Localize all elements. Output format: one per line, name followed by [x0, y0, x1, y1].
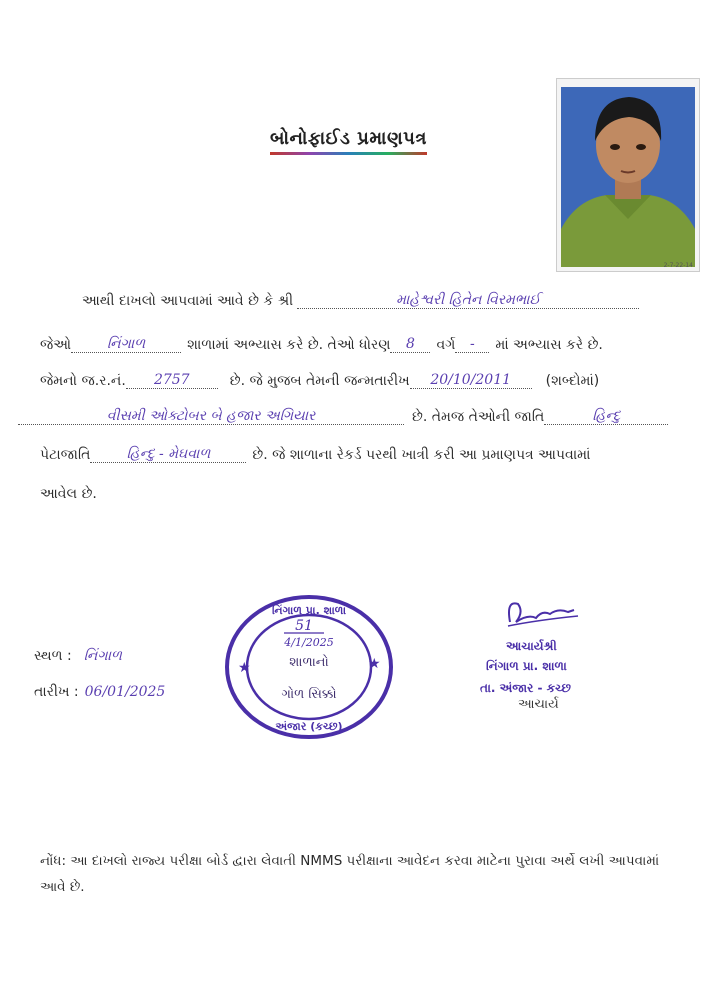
- student-photo: [556, 78, 700, 272]
- principal-signature: [523, 611, 546, 620]
- line5-text: છે. જે શાળાના રેકર્ડ પરથી ખાત્રી કરી આ પ્રમાણપત્ર આપવામાં: [252, 447, 591, 463]
- photo-code: 2-7-22-14: [663, 262, 693, 269]
- principal-stamp-line-2: નિંગાળ પ્રા. શાળા: [486, 659, 567, 673]
- line5-prefix: પેટાજાતિ: [40, 447, 91, 463]
- stamp-inner-2: ગોળ સિક્કો: [281, 687, 337, 702]
- line3-prefix: જેમનો જ.ર.નં.: [40, 373, 126, 389]
- date-row: [34, 684, 165, 700]
- line-1: [82, 292, 639, 309]
- svg-text:★: ★: [238, 660, 251, 676]
- line1-text: આથી દાખલો આપવામાં આવે છે કે શ્રી: [82, 293, 294, 309]
- svg-text:★: ★: [368, 656, 381, 672]
- line2-prefix: જેઓ: [40, 337, 72, 353]
- birth-date-words: વીસમી ઓક્ટોબર બે હજાર અગિયાર: [18, 408, 404, 425]
- line-4: [18, 408, 668, 425]
- line-6: આવેલ છે.: [40, 486, 97, 502]
- principal-block: [478, 592, 606, 712]
- line-5: [40, 446, 590, 463]
- division: -: [455, 336, 489, 353]
- gr-number: 2757: [126, 372, 218, 389]
- place-label: સ્થળ :: [34, 648, 72, 664]
- line-2: [40, 336, 603, 353]
- principal-stamp-line-1: આચાર્યશ્રી: [506, 639, 557, 653]
- certificate-title-block: [270, 128, 427, 155]
- student-photo-image: [557, 79, 699, 271]
- birth-date: 20/10/2011: [410, 372, 532, 389]
- line2-text-3: માં અભ્યાસ કરે છે.: [495, 337, 603, 353]
- date-label: તારીખ :: [34, 684, 79, 700]
- stamp-inner-1: શાળાનો: [289, 655, 329, 670]
- line2-text-2: વર્ગ: [436, 337, 456, 353]
- stamp-bottom-text: અંજાર (કચ્છ): [275, 720, 343, 733]
- line3-text-2: (શબ્દોમાં): [545, 373, 600, 389]
- title-underline: [270, 152, 427, 155]
- line-3: [40, 372, 599, 389]
- date-value: 06/01/2025: [84, 684, 166, 700]
- line4-text: છે. તેમજ તેઓની જાતિ: [412, 409, 545, 425]
- line2-text-1: શાળામાં અભ્યાસ કરે છે. તેઓ ધોરણ: [187, 337, 391, 353]
- place-row: [34, 648, 122, 664]
- stamp-ring-text: નિંગાળ પ્રા. શાળા: [271, 604, 347, 617]
- certificate-title: બોનોફાઈડ પ્રમાણપત્ર: [270, 128, 427, 149]
- principal-label: આચાર્ય: [518, 697, 559, 712]
- footer-note: નોંધ: આ દાખલો રાજ્ય પરીક્ષા બોર્ડ દ્વારા લેવાતી NMMS પરીક્ષાના આવેદન કરવા માટેના પુરાવા અર્થે લખી આપવામાં આવે છે.: [40, 853, 660, 895]
- principal-stamp-line-3: તા. અંજાર - કચ્છ: [480, 681, 571, 695]
- place-value: નિંગાળ: [83, 648, 122, 664]
- student-name: માહેશ્વરી હિતેન વિરમભાઈ: [297, 292, 639, 309]
- line3-text-1: છે. જે મુજબ તેમની જન્મતારીખ: [229, 373, 410, 389]
- caste: હિન્દુ: [544, 408, 668, 425]
- school-name: નિંગાળ: [71, 336, 181, 353]
- sub-caste: હિન્દુ - મેઘવાળ: [90, 446, 246, 463]
- stamp-number-1: 51: [295, 618, 313, 634]
- stamp-number-2: 4/1/2025: [284, 636, 334, 649]
- school-round-stamp: [224, 594, 394, 740]
- standard: 8: [390, 336, 430, 353]
